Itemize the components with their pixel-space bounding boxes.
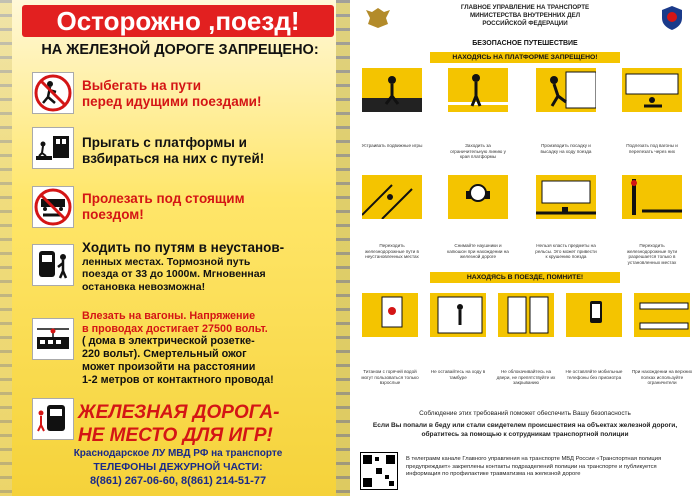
right-poster	[350, 0, 700, 496]
rule-5-line-5: может произойти на расстоянии	[82, 360, 256, 373]
rule-3	[82, 191, 337, 223]
telegram-info: В телеграмм канале Главного управления на транспорте МВД России «Транспортная полиция предупреждает» закреплены контакты подразделений полиции на транспорте и публикуется информация по профилактике травматизма на железной дороге	[406, 456, 662, 478]
no-crawling-icon	[32, 186, 74, 228]
platform-jump-icon	[32, 127, 74, 169]
footer-phones: 8(861) 267-06-60, 8(861) 214-51-77	[89, 475, 267, 487]
caption-r2-1: Переходить железнодорожные пути в неустановленных местах	[365, 243, 419, 259]
footer-phones-label: ТЕЛЕФОНЫ ДЕЖУРНОЙ ЧАСТИ:	[93, 461, 263, 473]
illustration-phone	[566, 293, 622, 337]
illustration-objects-on-rails	[536, 175, 596, 219]
no-climbing-wagon-icon	[32, 318, 74, 360]
transport-police-emblem-icon	[658, 4, 686, 32]
caption-r3-1: Титаном с горячей водой могут пользоваться только взрослые	[361, 369, 419, 385]
rule-4-line-1: Ходить по путям в неустанов-	[82, 240, 285, 255]
train-banner: НАХОДЯСЬ В ПОЕЗДЕ, ПОМНИТЕ!	[430, 272, 620, 283]
illustration-vestibule	[430, 293, 486, 337]
header-line-1: ГЛАВНОЕ УПРАВЛЕНИЕ НА ТРАНСПОРТЕ	[460, 4, 590, 11]
caption-r2-3: Нельзя класть предметы на рельсы. Это может привести к крушению поезда	[535, 243, 597, 259]
rule-4	[82, 240, 337, 293]
caption-r2-2: Снимайте наушники и капюшон при нахождении на железной дороге	[447, 243, 509, 259]
illustration-doors	[498, 293, 554, 337]
caption-r1-3: Производить посадку и высадку на ходу поезда	[540, 143, 592, 154]
rule-2-line-2: взбираться на них с путей!	[82, 150, 265, 166]
rule-1-line-2: перед идущими поездами!	[82, 93, 262, 109]
illustration-boiler	[362, 293, 418, 337]
caption-r1-1: Устраивать подвижные игры	[361, 143, 423, 148]
poster-subtitle: НА ЖЕЛЕЗНОЙ ДОРОГЕ ЗАПРЕЩЕНО:	[41, 42, 319, 58]
rule-5-line-6: 1-2 метров от контактного провода!	[82, 373, 274, 386]
rule-5	[82, 310, 337, 386]
rail-decoration-right	[336, 0, 350, 496]
illustration-allowed-crossing	[622, 175, 682, 219]
no-running-icon	[32, 72, 74, 114]
caption-r1-4: Подлезать под вагоны и перелезать через них	[626, 143, 678, 154]
rule-3-line-2: поездом!	[82, 206, 144, 222]
illustration-edge-line	[448, 68, 508, 112]
platform-banner: НАХОДЯСЬ НА ПЛАТФОРМЕ ЗАПРЕЩЕНО!	[430, 52, 620, 63]
appeal-line-1: Если Вы попали в беду или стали свидетелем происшествия на объектах железной дороги,	[372, 422, 678, 429]
rule-5-line-3: ( дома в электрической розетке-	[82, 335, 255, 348]
rule-5-line-4: 220 вольт). Смертельный ожог	[82, 348, 247, 361]
rule-4-line-4: остановка невозможна!	[82, 280, 206, 293]
slogan-line-2: НЕ МЕСТО ДЛЯ ИГР!	[78, 425, 273, 446]
train-warning-icon	[32, 398, 74, 440]
illustration-playing	[362, 68, 422, 112]
rail-decoration-left	[0, 0, 12, 496]
section-title: БЕЗОПАСНОЕ ПУТЕШЕСТВИЕ	[472, 40, 578, 47]
rule-1	[82, 78, 337, 110]
caption-r3-4: Не оставляйте мобильные телефоны без присмотра	[565, 369, 623, 380]
eagle-emblem-icon	[364, 4, 392, 32]
caption-r3-2: Не оставайтесь на ходу в тамбуре	[430, 369, 486, 380]
safety-note: Соблюдение этих требований поможет обеспечить Вашу безопасность	[419, 410, 631, 417]
walking-on-tracks-icon	[32, 244, 74, 286]
header-line-3: РОССИЙСКОЙ ФЕДЕРАЦИИ	[482, 19, 568, 27]
rule-4-line-2: ленных местах. Тормозной путь	[82, 255, 251, 268]
poster-title: Осторожно ,поезд!	[56, 6, 300, 36]
appeal-line-2: обратитесь за помощью к сотрудникам транспортной полиции	[421, 431, 629, 438]
rule-1-line-1: Выбегать на пути	[82, 78, 202, 93]
rule-2	[82, 135, 337, 167]
illustration-upper-bunk	[634, 293, 690, 337]
caption-r2-4: Переходить железнодорожные пути разрешается только в установленных местах	[626, 243, 678, 265]
caption-r3-5: При нахождении на верхних полках используйте ограничители	[631, 369, 693, 385]
rule-5-line-2: в проводах достигает 27500 вольт.	[82, 322, 268, 335]
qr-code[interactable]	[360, 452, 398, 490]
caption-r1-2: Заходить за ограничительную линию у края платформы	[450, 143, 506, 159]
rule-4-line-3: поезда от 33 до 1000м. Мгновенная	[82, 268, 266, 281]
rule-5-line-1: Влезать на вагоны. Напряжение	[82, 310, 256, 322]
ministry-header	[410, 4, 640, 27]
footer-organization: Краснодарское ЛУ МВД РФ на транспорте	[73, 448, 283, 459]
header-line-2: МИНИСТЕРСТВА ВНУТРЕННИХ ДЕЛ	[469, 11, 581, 19]
slogan-line-1: ЖЕЛЕЗНАЯ ДОРОГА-	[78, 402, 280, 423]
caption-r3-3: Не облокачивайтесь на двери, не препятствуйте их закрыванию	[496, 369, 556, 385]
illustration-boarding	[536, 68, 596, 112]
illustration-headphones	[448, 175, 508, 219]
illustration-crossing	[362, 175, 422, 219]
rule-3-line-1: Пролезать под стоящим	[82, 191, 245, 206]
rule-2-line-1: Прыгать с платформы и	[82, 135, 247, 150]
illustration-under-wagon	[622, 68, 682, 112]
